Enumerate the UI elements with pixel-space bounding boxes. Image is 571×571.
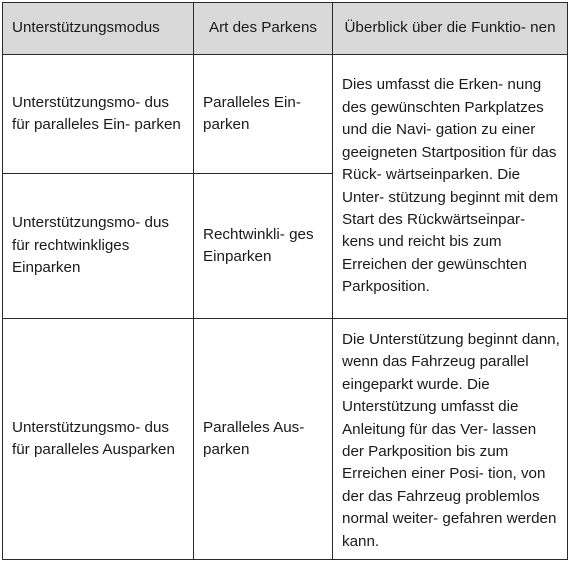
table-row bbox=[3, 55, 568, 174]
cell-modus: Unterstützungsmo- dus für rechtwinkliges Einparken bbox=[3, 174, 194, 319]
cell-modus: Unterstützungsmo- dus für paralleles Ein- parken bbox=[3, 55, 194, 174]
header-row bbox=[3, 3, 568, 55]
header-art: Art des Parkens bbox=[194, 3, 333, 55]
table-row bbox=[3, 319, 568, 560]
cell-modus: Unterstützungsmo- dus für paralleles Ausparken bbox=[3, 319, 194, 560]
cell-description-ausparken: Die Unterstützung beginnt dann, wenn das Fahrzeug parallel eingeparkt wurde. Die Unterstützung umfasst die Anleitung für das Ver- lassen der Parkposition bis zum Erreichen einer Posi- tion, von der das Fahrzeug problemlos normal weiter- gefahren werden kann. bbox=[333, 319, 568, 560]
header-modus: Unterstützungsmodus bbox=[3, 3, 194, 55]
parking-modes-table bbox=[2, 2, 568, 560]
cell-art: Paralleles Aus- parken bbox=[194, 319, 333, 560]
header-ueberblick: Überblick über die Funktio- nen bbox=[333, 3, 568, 55]
cell-art: Rechtwinkli- ges Einparken bbox=[194, 174, 333, 319]
cell-art: Paralleles Ein- parken bbox=[194, 55, 333, 174]
cell-description-einparken: Dies umfasst die Erken- nung des gewünschten Parkplatzes und die Navi- gation zu einer geeigneten Startposition für das Rück- wärtseinparken. Die Unter- stützung beginnt mit dem Start des Rückwärtseinpar- kens und reicht bis zum Erreichen der gewünschten Parkposition. bbox=[333, 55, 568, 319]
